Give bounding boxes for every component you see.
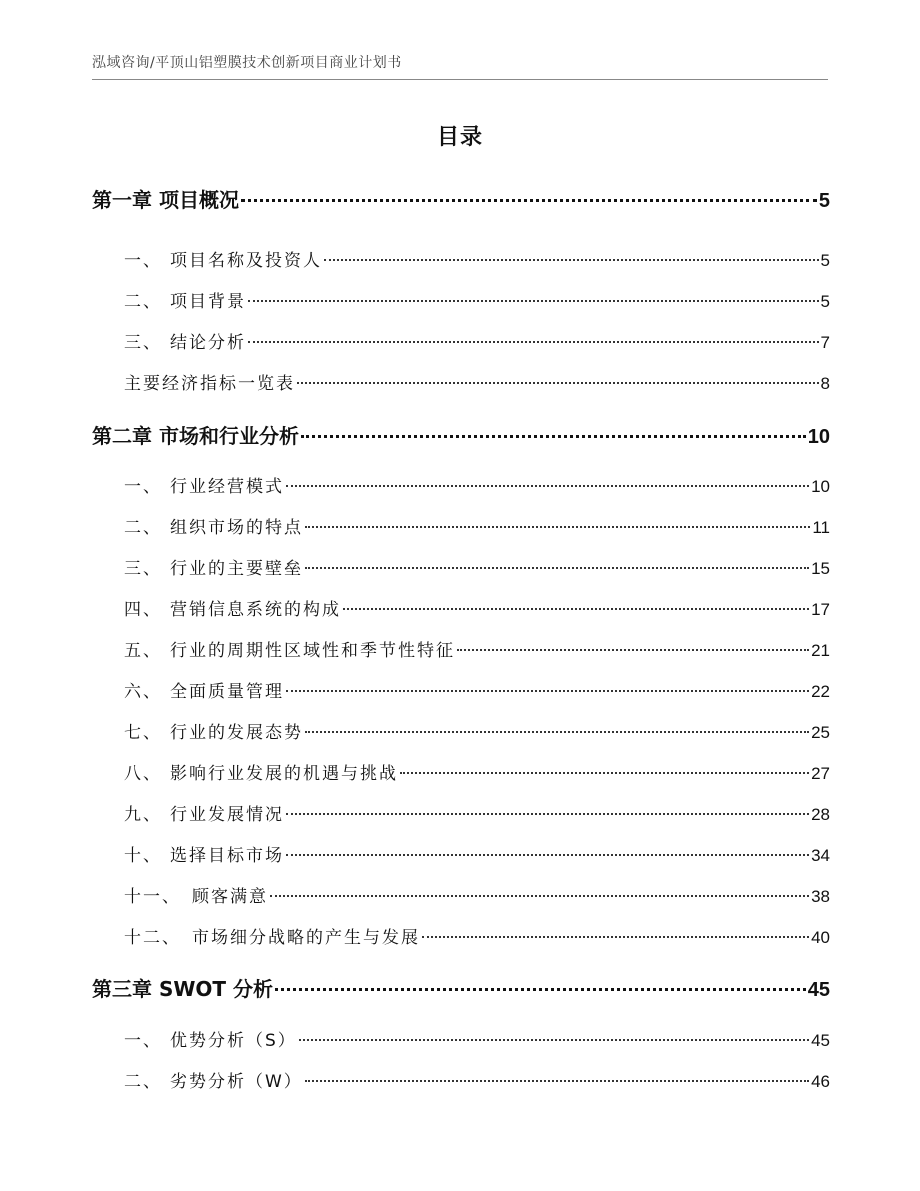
toc-page-number: 5: [818, 190, 830, 212]
toc-entry-label: 行业的发展态势: [170, 723, 303, 743]
toc-page-number: 28: [811, 805, 830, 824]
toc-entry[interactable]: [92, 246, 830, 271]
toc-entry-number: 六、: [124, 682, 162, 702]
toc-leader-dots: [400, 772, 809, 774]
toc-entry-number: 二、: [124, 1072, 162, 1092]
toc-leader-dots: [343, 608, 809, 610]
toc-entry[interactable]: [92, 636, 830, 661]
toc-leader-dots: [422, 936, 809, 938]
toc-entry-label: 市场细分战略的产生与发展: [192, 928, 420, 948]
toc-leader-dots: [305, 526, 810, 528]
toc-entry-number: 二、: [124, 518, 162, 538]
toc-leader-dots: [286, 690, 809, 692]
toc-entry-label: 项目背景: [170, 292, 246, 312]
toc-entry[interactable]: [92, 1067, 830, 1092]
toc-leader-dots: [241, 199, 817, 202]
toc-leader-dots: [248, 341, 819, 343]
toc-chapter-label: 第三章 SWOT 分析: [92, 977, 274, 1001]
toc-leader-dots: [305, 567, 809, 569]
toc-leader-dots: [270, 895, 809, 897]
toc-page-number: 27: [811, 764, 830, 783]
toc-leader-dots: [286, 854, 809, 856]
toc-entry[interactable]: [92, 554, 830, 579]
toc-entry-label: 行业发展情况: [170, 805, 284, 825]
toc-entry-label: 项目名称及投资人: [170, 251, 322, 271]
toc-entry-label: 营销信息系统的构成: [170, 600, 341, 620]
toc-leader-dots: [301, 435, 806, 438]
toc-page-number: 11: [812, 518, 830, 537]
toc-leader-dots: [299, 1039, 809, 1041]
toc-entry-number: 九、: [124, 805, 162, 825]
toc-entry-number: 十一、: [124, 887, 181, 907]
toc-entry-number: 一、: [124, 477, 162, 497]
toc-leader-dots: [305, 1080, 809, 1082]
toc-page-number: 5: [820, 251, 830, 270]
toc-entry-label: 主要经济指标一览表: [124, 374, 295, 394]
toc-page-number: 10: [811, 477, 830, 496]
toc-entry-label: 优势分析（S）: [170, 1031, 297, 1051]
toc-page-number: 40: [811, 928, 830, 947]
toc-entry-number: 十、: [124, 846, 162, 866]
toc-entry[interactable]: [92, 718, 830, 743]
running-header: 泓域咨询/平顶山铝塑膜技术创新项目商业计划书: [92, 55, 402, 71]
toc-page-number: 7: [820, 333, 830, 352]
toc-page-number: 8: [820, 374, 830, 393]
toc-entry-label: 结论分析: [170, 333, 246, 353]
toc-leader-dots: [305, 731, 809, 733]
toc-leader-dots: [286, 813, 809, 815]
toc-entry[interactable]: [92, 923, 830, 948]
toc-chapter-1[interactable]: [92, 184, 830, 213]
toc-chapter-3[interactable]: [92, 973, 830, 1002]
toc-page-number: 5: [820, 292, 830, 311]
toc-chapter-label: 第二章 市场和行业分析: [92, 424, 299, 448]
toc-entry-number: 五、: [124, 641, 162, 661]
toc-entry[interactable]: [92, 472, 830, 497]
toc-entry-label: 全面质量管理: [170, 682, 284, 702]
toc-title: 目录: [436, 125, 483, 150]
toc-page-number: 38: [811, 887, 830, 906]
toc-page-number: 22: [811, 682, 830, 701]
toc-entry-number: 八、: [124, 764, 162, 784]
toc-entry-label: 行业的主要壁垒: [170, 559, 303, 579]
toc-page-number: 15: [811, 559, 830, 578]
toc-leader-dots: [297, 382, 819, 384]
toc-page-number: 45: [811, 1031, 830, 1050]
toc-chapter-2[interactable]: [92, 420, 830, 449]
toc-entry[interactable]: [92, 369, 830, 394]
toc-entry-number: 三、: [124, 559, 162, 579]
toc-entry[interactable]: [92, 677, 830, 702]
toc-entry-label: 选择目标市场: [170, 846, 284, 866]
toc-page-number: 10: [807, 426, 830, 448]
toc-leader-dots: [324, 259, 819, 261]
toc-page-number: 45: [807, 979, 830, 1001]
toc-entry-label: 劣势分析（W）: [170, 1072, 303, 1092]
toc-entry[interactable]: [92, 595, 830, 620]
toc-page-number: 21: [811, 641, 830, 660]
toc-page-number: 25: [811, 723, 830, 742]
toc-leader-dots: [286, 485, 809, 487]
toc-chapter-label: 第一章 项目概况: [92, 188, 239, 212]
toc-entry-number: 四、: [124, 600, 162, 620]
toc-entry-number: 一、: [124, 251, 162, 271]
toc-entry-number: 一、: [124, 1031, 162, 1051]
toc-entry-number: 二、: [124, 292, 162, 312]
toc-leader-dots: [275, 988, 806, 991]
toc-entry-label: 组织市场的特点: [170, 518, 303, 538]
toc-entry[interactable]: [92, 1026, 830, 1051]
toc-entry-number: 七、: [124, 723, 162, 743]
toc-page-number: 46: [811, 1072, 830, 1091]
toc-entry[interactable]: [92, 287, 830, 312]
toc-leader-dots: [248, 300, 819, 302]
toc-page-number: 17: [811, 600, 830, 619]
toc-entry[interactable]: [92, 513, 830, 538]
toc-entry-number: 十二、: [124, 928, 181, 948]
toc-entry-label: 行业经营模式: [170, 477, 284, 497]
toc-entry[interactable]: [92, 328, 830, 353]
toc-entry-label: 影响行业发展的机遇与挑战: [170, 764, 398, 784]
toc-entry[interactable]: [92, 882, 830, 907]
header-divider: [92, 79, 828, 80]
toc-page-number: 34: [811, 846, 830, 865]
toc-entry-label: 顾客满意: [192, 887, 268, 907]
toc-entry[interactable]: [92, 841, 830, 866]
toc-entry[interactable]: [92, 759, 830, 784]
toc-entry[interactable]: [92, 800, 830, 825]
toc-entry-number: 三、: [124, 333, 162, 353]
toc-leader-dots: [457, 649, 809, 651]
toc-entry-label: 行业的周期性区域性和季节性特征: [170, 641, 455, 661]
